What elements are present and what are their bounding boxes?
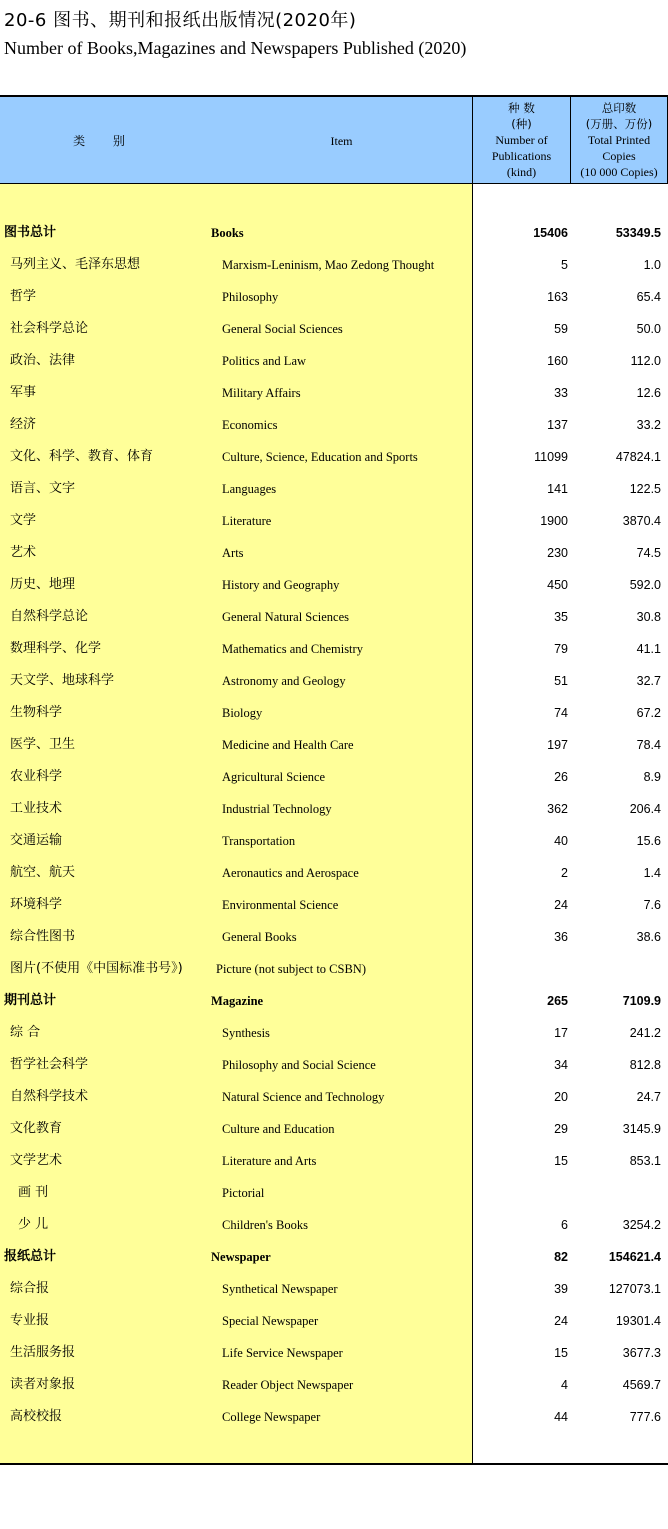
row-category: 哲学 [10, 289, 37, 304]
header-copies [570, 100, 668, 180]
row-item: Culture and Education [222, 1122, 335, 1136]
row-category: 文学 [10, 513, 37, 528]
table-row [0, 1209, 668, 1241]
row-category: 文化、科学、教育、体育 [10, 449, 154, 464]
row-category: 语言、文字 [10, 481, 76, 496]
table-row [0, 1337, 668, 1369]
row-copies: 112.0 [630, 354, 661, 368]
header-kinds [473, 100, 570, 180]
row-item: Industrial Technology [222, 802, 332, 816]
row-category: 天文学、地球科学 [10, 673, 115, 688]
row-item: General Natural Sciences [222, 610, 350, 624]
row-copies: 12.6 [636, 386, 661, 400]
row-copies: 3254.2 [622, 1218, 661, 1232]
row-kinds: 137 [547, 418, 568, 432]
table-row-total [0, 1241, 668, 1273]
row-category: 艺术 [10, 545, 37, 560]
table-bottom-rule [0, 1463, 668, 1465]
table-row [0, 921, 668, 953]
table-row [0, 249, 668, 281]
row-item: Pictorial [222, 1186, 265, 1200]
row-item: Picture (not subject to CSBN) [216, 962, 366, 976]
row-item: Politics and Law [222, 354, 307, 368]
row-kinds: 35 [554, 610, 568, 624]
row-copies: 127073.1 [608, 1282, 661, 1296]
table-row [0, 473, 668, 505]
row-copies: 15.6 [636, 834, 661, 848]
table-row [0, 793, 668, 825]
row-kinds: 36 [554, 930, 568, 944]
row-category: 综 合 [10, 1025, 41, 1040]
row-category: 文学艺术 [10, 1153, 63, 1168]
row-item: Economics [222, 418, 278, 432]
table-row [0, 1017, 668, 1049]
row-category: 报纸总计 [4, 1249, 57, 1264]
row-category: 哲学社会科学 [10, 1057, 89, 1072]
row-kinds: 24 [554, 1314, 568, 1328]
table-row [0, 857, 668, 889]
table-row [0, 697, 668, 729]
table-row-total [0, 985, 668, 1017]
row-category: 高校校报 [10, 1409, 63, 1424]
table-row [0, 889, 668, 921]
row-copies: 3870.4 [622, 514, 661, 528]
row-kinds: 51 [554, 674, 568, 688]
row-kinds: 4 [561, 1378, 568, 1392]
row-kinds: 15 [554, 1346, 568, 1360]
row-kinds: 15 [554, 1154, 568, 1168]
row-category: 图片(不使用《中国标准书号》) [10, 961, 183, 976]
table-row [0, 345, 668, 377]
row-item: Marxism-Leninism, Mao Zedong Thought [222, 258, 435, 272]
row-item: Synthetical Newspaper [222, 1282, 338, 1296]
row-item: Medicine and Health Care [222, 738, 354, 752]
row-copies: 777.6 [629, 1410, 661, 1424]
row-copies: 592.0 [629, 578, 661, 592]
column-divider [570, 95, 571, 184]
row-kinds: 362 [547, 802, 568, 816]
row-copies: 78.4 [636, 738, 661, 752]
row-kinds: 5 [561, 258, 568, 272]
row-kinds: 230 [547, 546, 568, 560]
row-copies: 19301.4 [615, 1314, 661, 1328]
row-copies: 7109.9 [622, 994, 661, 1008]
row-kinds: 20 [554, 1090, 568, 1104]
table-row [0, 1081, 668, 1113]
row-copies: 154621.4 [608, 1250, 661, 1264]
row-category: 自然科学总论 [10, 609, 89, 624]
row-item: History and Geography [222, 578, 340, 592]
table-row [0, 1113, 668, 1145]
row-kinds: 79 [554, 642, 568, 656]
row-kinds: 26 [554, 770, 568, 784]
table-row [0, 601, 668, 633]
row-category: 经济 [10, 417, 37, 432]
row-item: Life Service Newspaper [222, 1346, 343, 1360]
row-kinds: 15406 [533, 226, 568, 240]
row-copies: 812.8 [629, 1058, 661, 1072]
row-copies: 4569.7 [622, 1378, 661, 1392]
header-kinds-line: (种) [511, 117, 532, 131]
row-category: 数理科学、化学 [10, 641, 102, 656]
row-copies: 65.4 [636, 290, 661, 304]
row-item: Aeronautics and Aerospace [222, 866, 359, 880]
row-category: 专业报 [10, 1313, 50, 1328]
row-category: 军事 [10, 385, 37, 400]
data-table [0, 95, 668, 1466]
row-kinds: 33 [554, 386, 568, 400]
row-kinds: 197 [547, 738, 568, 752]
row-copies: 1.4 [643, 866, 661, 880]
row-item: General Books [222, 930, 297, 944]
row-copies: 50.0 [636, 322, 661, 336]
row-item: Philosophy and Social Science [222, 1058, 376, 1072]
row-category: 工业技术 [10, 801, 63, 816]
row-copies: 8.9 [643, 770, 661, 784]
row-item: Literature [222, 514, 272, 528]
row-category: 文化教育 [10, 1121, 63, 1136]
row-item: Culture, Science, Education and Sports [222, 450, 418, 464]
row-item: Environmental Science [222, 898, 339, 912]
row-item: Reader Object Newspaper [222, 1378, 354, 1392]
table-row [0, 409, 668, 441]
header-copies-line: (万册、万份) [585, 117, 653, 131]
row-item: Magazine [211, 994, 264, 1008]
row-kinds: 163 [547, 290, 568, 304]
row-item: Transportation [222, 834, 296, 848]
row-copies: 853.1 [629, 1154, 661, 1168]
row-category: 马列主义、毛泽东思想 [10, 257, 141, 272]
row-kinds: 29 [554, 1122, 568, 1136]
row-category: 少 儿 [18, 1217, 49, 1232]
table-row-total [0, 217, 668, 249]
header-kinds-line: 种 数 [508, 101, 535, 115]
row-item: Books [211, 226, 244, 240]
header-copies-line: 总印数 [601, 101, 637, 115]
row-copies: 38.6 [636, 930, 661, 944]
row-copies: 122.5 [629, 482, 661, 496]
table-row [0, 953, 668, 985]
header-kinds-line: (kind) [506, 165, 537, 179]
row-item: Literature and Arts [222, 1154, 317, 1168]
row-category: 生物科学 [10, 705, 63, 720]
table-row [0, 569, 668, 601]
row-category: 期刊总计 [4, 993, 57, 1008]
row-kinds: 44 [554, 1410, 568, 1424]
row-kinds: 39 [554, 1282, 568, 1296]
row-item: Arts [222, 546, 244, 560]
row-category: 图书总计 [4, 225, 57, 240]
table-row [0, 825, 668, 857]
row-category: 医学、卫生 [10, 737, 76, 752]
header-category: 类 别 [73, 134, 137, 148]
header-copies-line: (10 000 Copies) [580, 165, 658, 179]
row-copies: 41.1 [636, 642, 661, 656]
row-category: 环境科学 [10, 897, 63, 912]
page-title-en: Number of Books,Magazines and Newspapers Published (2020) [4, 38, 467, 58]
row-category: 读者对象报 [10, 1377, 76, 1392]
row-copies: 74.5 [636, 546, 661, 560]
table-row [0, 1369, 668, 1401]
row-item: Newspaper [211, 1250, 271, 1264]
row-kinds: 265 [547, 994, 568, 1008]
row-category: 政治、法律 [10, 353, 76, 368]
row-item: Agricultural Science [222, 770, 326, 784]
table-row [0, 441, 668, 473]
row-copies: 3145.9 [622, 1122, 661, 1136]
row-kinds: 74 [554, 706, 568, 720]
row-category: 社会科学总论 [10, 321, 89, 336]
table-row [0, 537, 668, 569]
row-item: College Newspaper [222, 1410, 321, 1424]
row-item: Synthesis [222, 1026, 270, 1040]
page-title-cn: 20-6 图书、期刊和报纸出版情况(2020年) [4, 10, 357, 31]
row-category: 综合报 [10, 1281, 50, 1296]
row-kinds: 17 [554, 1026, 568, 1040]
row-copies: 33.2 [636, 418, 661, 432]
row-item: Languages [222, 482, 277, 496]
row-category: 生活服务报 [10, 1345, 76, 1360]
row-copies: 206.4 [629, 802, 661, 816]
row-kinds: 450 [547, 578, 568, 592]
row-copies: 3677.3 [622, 1346, 661, 1360]
table-row [0, 313, 668, 345]
row-category: 农业科学 [10, 769, 63, 784]
row-kinds: 59 [554, 322, 568, 336]
table-row [0, 1305, 668, 1337]
row-kinds: 40 [554, 834, 568, 848]
row-item: Philosophy [222, 290, 279, 304]
row-kinds: 82 [554, 1250, 568, 1264]
row-copies: 7.6 [643, 898, 661, 912]
table-row [0, 1177, 668, 1209]
table-row [0, 665, 668, 697]
row-kinds: 6 [561, 1218, 568, 1232]
row-item: Mathematics and Chemistry [222, 642, 363, 656]
row-kinds: 141 [547, 482, 568, 496]
row-category: 航空、航天 [10, 865, 76, 880]
row-kinds: 24 [554, 898, 568, 912]
row-item: Military Affairs [222, 386, 301, 400]
row-item: General Social Sciences [222, 322, 343, 336]
header-kinds-line: Number of [495, 133, 548, 147]
table-row [0, 729, 668, 761]
row-kinds: 2 [561, 866, 568, 880]
row-copies: 30.8 [636, 610, 661, 624]
table-row [0, 281, 668, 313]
row-copies: 24.7 [636, 1090, 661, 1104]
table-row [0, 505, 668, 537]
row-item: Children's Books [222, 1218, 308, 1232]
table-row [0, 633, 668, 665]
row-item: Astronomy and Geology [222, 674, 346, 688]
row-category: 历史、地理 [10, 577, 76, 592]
row-item: Special Newspaper [222, 1314, 319, 1328]
row-copies: 67.2 [636, 706, 661, 720]
table-row [0, 1145, 668, 1177]
table-row [0, 377, 668, 409]
table-row [0, 1273, 668, 1305]
row-copies: 53349.5 [615, 226, 661, 240]
row-item: Natural Science and Technology [222, 1090, 385, 1104]
row-category: 自然科学技术 [10, 1089, 89, 1104]
table-row [0, 1401, 668, 1433]
table-body [0, 217, 668, 1433]
row-copies: 1.0 [643, 258, 661, 272]
table-row [0, 761, 668, 793]
header-item: Item [330, 134, 353, 148]
row-copies: 47824.1 [615, 450, 661, 464]
header-kinds-line: Publications [491, 149, 552, 163]
row-kinds: 34 [554, 1058, 568, 1072]
row-copies: 241.2 [629, 1026, 661, 1040]
row-category: 综合性图书 [10, 929, 76, 944]
row-kinds: 11099 [534, 450, 568, 464]
table-header [0, 95, 668, 184]
row-category: 交通运输 [10, 833, 63, 848]
header-copies-line: Total Printed [587, 133, 651, 147]
header-copies-line: Copies [602, 149, 636, 163]
row-kinds: 1900 [540, 514, 568, 528]
row-kinds: 160 [547, 354, 568, 368]
table-row [0, 1049, 668, 1081]
row-category: 画 刊 [18, 1185, 49, 1200]
row-copies: 32.7 [636, 674, 661, 688]
row-item: Biology [222, 706, 263, 720]
